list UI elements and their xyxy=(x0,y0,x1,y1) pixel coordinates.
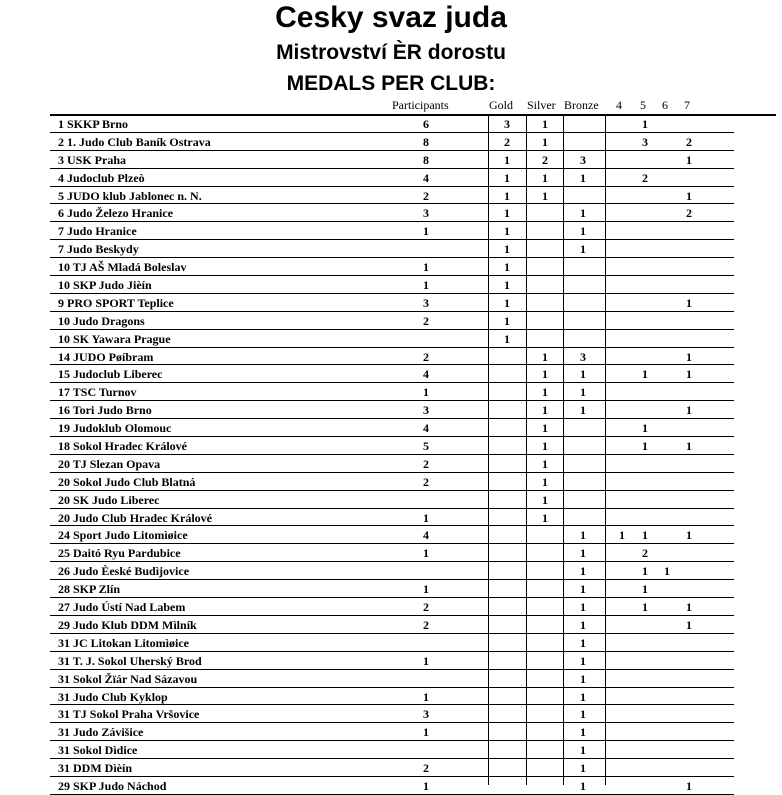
table-row xyxy=(0,598,782,616)
place-7-cell: 2 xyxy=(686,206,692,221)
header-silver: Silver xyxy=(527,98,556,112)
place-7-cell: 1 xyxy=(686,295,692,310)
place-7-cell: 1 xyxy=(686,349,692,364)
club-name: 15 Judoclub Liberec xyxy=(58,367,163,382)
place-6-cell: 1 xyxy=(664,564,670,579)
participants-cell: 2 xyxy=(423,456,429,471)
bronze-cell: 1 xyxy=(580,242,586,257)
silver-cell: 1 xyxy=(542,188,548,203)
club-name: 5 JUDO klub Jablonec n. N. xyxy=(58,188,202,203)
table-row xyxy=(0,348,782,366)
participants-cell: 4 xyxy=(423,421,429,436)
bronze-cell: 1 xyxy=(580,385,586,400)
header-5: 5 xyxy=(640,98,646,112)
club-name: 14 JUDO Pøíbram xyxy=(58,349,154,364)
bronze-cell: 1 xyxy=(580,403,586,418)
participants-cell: 1 xyxy=(423,582,429,597)
silver-cell: 1 xyxy=(542,510,548,525)
silver-cell: 1 xyxy=(542,117,548,131)
table-row xyxy=(0,723,782,741)
table-row xyxy=(0,187,782,205)
bronze-cell: 1 xyxy=(580,600,586,615)
place-5-cell: 1 xyxy=(642,600,648,615)
club-name: 31 Sokol Dìdice xyxy=(58,743,138,758)
table-row xyxy=(0,688,782,706)
table-row xyxy=(0,151,782,169)
table-row xyxy=(0,222,782,240)
club-name: 27 Judo Ústí Nad Labem xyxy=(58,600,186,615)
bronze-cell: 1 xyxy=(580,635,586,650)
document-title: Cesky svaz juda xyxy=(275,1,507,34)
club-name: 31 JC Litokan Litomìøice xyxy=(58,635,189,650)
club-name: 7 Judo Hranice xyxy=(58,224,137,239)
bronze-cell: 3 xyxy=(580,349,586,364)
participants-cell: 1 xyxy=(423,546,429,561)
header-6: 6 xyxy=(662,98,668,112)
medals-table xyxy=(0,115,782,795)
participants-cell: 1 xyxy=(423,653,429,668)
participants-cell: 6 xyxy=(423,117,429,131)
club-name: 19 Judoklub Olomouc xyxy=(58,421,172,436)
place-5-cell: 1 xyxy=(642,421,648,436)
bronze-cell: 1 xyxy=(580,224,586,239)
table-row xyxy=(0,741,782,759)
bronze-cell: 1 xyxy=(580,671,586,686)
gold-cell: 1 xyxy=(504,170,510,185)
silver-cell: 1 xyxy=(542,492,548,507)
club-name: 20 Sokol Judo Club Blatná xyxy=(58,474,196,489)
table-row xyxy=(0,312,782,330)
place-5-cell: 1 xyxy=(642,117,648,131)
club-name: 10 Judo Dragons xyxy=(58,313,145,328)
silver-cell: 1 xyxy=(542,403,548,418)
silver-cell: 1 xyxy=(542,421,548,436)
gold-cell: 2 xyxy=(504,134,510,149)
gold-cell: 3 xyxy=(504,117,510,131)
place-5-cell: 2 xyxy=(642,546,648,561)
table-row xyxy=(0,294,782,312)
bronze-cell: 1 xyxy=(580,617,586,632)
club-name: 31 Judo Club Kyklop xyxy=(58,689,168,704)
place-5-cell: 3 xyxy=(642,134,648,149)
club-name: 7 Judo Beskydy xyxy=(58,242,139,257)
participants-cell: 4 xyxy=(423,170,429,185)
silver-cell: 1 xyxy=(542,134,548,149)
table-row xyxy=(0,544,782,562)
club-name: 29 Judo Klub DDM Mìlník xyxy=(58,617,197,632)
club-name: 16 Tori Judo Brno xyxy=(58,403,152,418)
table-row xyxy=(0,509,782,527)
participants-cell: 1 xyxy=(423,260,429,275)
silver-cell: 2 xyxy=(542,152,548,167)
club-name: 31 TJ Sokol Praha Vršovice xyxy=(58,707,200,722)
bronze-cell: 1 xyxy=(580,653,586,668)
bronze-cell: 1 xyxy=(580,725,586,740)
silver-cell: 1 xyxy=(542,439,548,454)
place-7-cell: 1 xyxy=(686,152,692,167)
gold-cell: 1 xyxy=(504,152,510,167)
table-row xyxy=(0,759,782,777)
participants-cell: 2 xyxy=(423,617,429,632)
place-7-cell: 2 xyxy=(686,134,692,149)
gold-cell: 1 xyxy=(504,331,510,346)
club-name: 31 T. J. Sokol Uherský Brod xyxy=(58,653,202,668)
participants-cell: 2 xyxy=(423,313,429,328)
club-name: 31 Sokol Žïár Nad Sázavou xyxy=(58,671,198,686)
club-name: 9 PRO SPORT Teplice xyxy=(58,295,174,310)
club-name: 25 Daitó Ryu Pardubice xyxy=(58,546,181,561)
place-7-cell: 1 xyxy=(686,403,692,418)
table-row xyxy=(0,455,782,473)
table-row xyxy=(0,383,782,401)
silver-cell: 1 xyxy=(542,474,548,489)
participants-cell: 2 xyxy=(423,761,429,776)
table-row xyxy=(0,526,782,544)
gold-cell: 1 xyxy=(504,242,510,257)
silver-cell: 1 xyxy=(542,170,548,185)
silver-cell: 1 xyxy=(542,349,548,364)
participants-cell: 3 xyxy=(423,295,429,310)
place-5-cell: 1 xyxy=(642,367,648,382)
place-5-cell: 1 xyxy=(642,582,648,597)
club-name: 4 Judoclub Plzeò xyxy=(58,170,145,185)
gold-cell: 1 xyxy=(504,295,510,310)
header-bronze: Bronze xyxy=(564,98,599,112)
bronze-cell: 1 xyxy=(580,528,586,543)
place-7-cell: 1 xyxy=(686,778,692,793)
participants-cell: 3 xyxy=(423,206,429,221)
club-name: 20 Judo Club Hradec Králové xyxy=(58,510,213,525)
club-name: 20 SK Judo Liberec xyxy=(58,492,160,507)
participants-cell: 2 xyxy=(423,188,429,203)
participants-cell: 1 xyxy=(423,510,429,525)
club-name: 26 Judo Èeské Budìjovice xyxy=(58,564,190,579)
bronze-cell: 1 xyxy=(580,170,586,185)
table-row xyxy=(0,705,782,723)
table-row xyxy=(0,204,782,222)
gold-cell: 1 xyxy=(504,313,510,328)
club-name: 10 SK Yawara Prague xyxy=(58,331,171,346)
table-row xyxy=(0,419,782,437)
table-row xyxy=(0,616,782,634)
table-row xyxy=(0,473,782,491)
place-7-cell: 1 xyxy=(686,617,692,632)
club-name: 28 SKP Zlín xyxy=(58,582,121,597)
bronze-cell: 1 xyxy=(580,778,586,793)
bronze-cell: 1 xyxy=(580,689,586,704)
participants-cell: 1 xyxy=(423,689,429,704)
table-row xyxy=(0,258,782,276)
table-row xyxy=(0,491,782,509)
table-row xyxy=(0,562,782,580)
bronze-cell: 3 xyxy=(580,152,586,167)
club-name: 6 Judo Železo Hranice xyxy=(58,206,173,221)
table-row xyxy=(0,670,782,688)
participants-cell: 3 xyxy=(423,403,429,418)
table-row xyxy=(0,133,782,151)
header-gold: Gold xyxy=(489,98,513,112)
participants-cell: 4 xyxy=(423,367,429,382)
header-participants: Participants xyxy=(392,98,449,112)
bronze-cell: 1 xyxy=(580,564,586,579)
table-row xyxy=(0,437,782,455)
gold-cell: 1 xyxy=(504,206,510,221)
club-name: 3 USK Praha xyxy=(58,152,127,167)
place-7-cell: 1 xyxy=(686,188,692,203)
participants-cell: 4 xyxy=(423,528,429,543)
bronze-cell: 1 xyxy=(580,761,586,776)
table-row xyxy=(0,169,782,187)
participants-cell: 1 xyxy=(423,278,429,293)
gold-cell: 1 xyxy=(504,188,510,203)
participants-cell: 1 xyxy=(423,385,429,400)
club-name: 20 TJ Slezan Opava xyxy=(58,456,161,471)
place-5-cell: 1 xyxy=(642,528,648,543)
place-7-cell: 1 xyxy=(686,367,692,382)
gold-cell: 1 xyxy=(504,278,510,293)
club-name: 1 SKKP Brno xyxy=(58,117,129,131)
bronze-cell: 1 xyxy=(580,367,586,382)
participants-cell: 1 xyxy=(423,725,429,740)
table-row xyxy=(0,115,782,133)
table-row xyxy=(0,240,782,258)
club-name: 10 SKP Judo Jièín xyxy=(58,278,152,293)
table-row xyxy=(0,276,782,294)
table-row xyxy=(0,580,782,598)
club-name: 2 1. Judo Club Baník Ostrava xyxy=(58,134,211,149)
place-5-cell: 1 xyxy=(642,439,648,454)
participants-cell: 8 xyxy=(423,152,429,167)
silver-cell: 1 xyxy=(542,385,548,400)
table-row xyxy=(0,777,782,795)
silver-cell: 1 xyxy=(542,367,548,382)
place-5-cell: 2 xyxy=(642,170,648,185)
participants-cell: 2 xyxy=(423,600,429,615)
club-name: 31 Judo Závišice xyxy=(58,725,144,740)
bronze-cell: 1 xyxy=(580,206,586,221)
place-7-cell: 1 xyxy=(686,528,692,543)
table-row xyxy=(0,652,782,670)
club-name: 18 Sokol Hradec Králové xyxy=(58,439,187,454)
header-4: 4 xyxy=(616,98,622,112)
bronze-cell: 1 xyxy=(580,707,586,722)
place-7-cell: 1 xyxy=(686,439,692,454)
table-row xyxy=(0,634,782,652)
place-7-cell: 1 xyxy=(686,600,692,615)
gold-cell: 1 xyxy=(504,260,510,275)
club-name: 17 TSC Turnov xyxy=(58,385,137,400)
place-4-cell: 1 xyxy=(619,528,625,543)
bronze-cell: 1 xyxy=(580,582,586,597)
participants-cell: 1 xyxy=(423,778,429,793)
participants-cell: 3 xyxy=(423,707,429,722)
place-5-cell: 1 xyxy=(642,564,648,579)
bronze-cell: 1 xyxy=(580,743,586,758)
participants-cell: 2 xyxy=(423,474,429,489)
club-name: 31 DDM Dìèín xyxy=(58,761,132,776)
table-row xyxy=(0,365,782,383)
participants-cell: 8 xyxy=(423,134,429,149)
participants-cell: 5 xyxy=(423,439,429,454)
participants-cell: 2 xyxy=(423,349,429,364)
table-row xyxy=(0,401,782,419)
document-subtitle: Mistrovství ÈR dorostu xyxy=(276,41,506,64)
section-heading: MEDALS PER CLUB: xyxy=(286,72,496,95)
club-name: 29 SKP Judo Náchod xyxy=(58,778,167,793)
gold-cell: 1 xyxy=(504,224,510,239)
table-row xyxy=(0,330,782,348)
club-name: 10 TJ AŠ Mladá Boleslav xyxy=(58,260,187,275)
bronze-cell: 1 xyxy=(580,546,586,561)
header-7: 7 xyxy=(684,98,690,112)
club-name: 24 Sport Judo Litomìøice xyxy=(58,528,188,543)
participants-cell: 1 xyxy=(423,224,429,239)
silver-cell: 1 xyxy=(542,456,548,471)
